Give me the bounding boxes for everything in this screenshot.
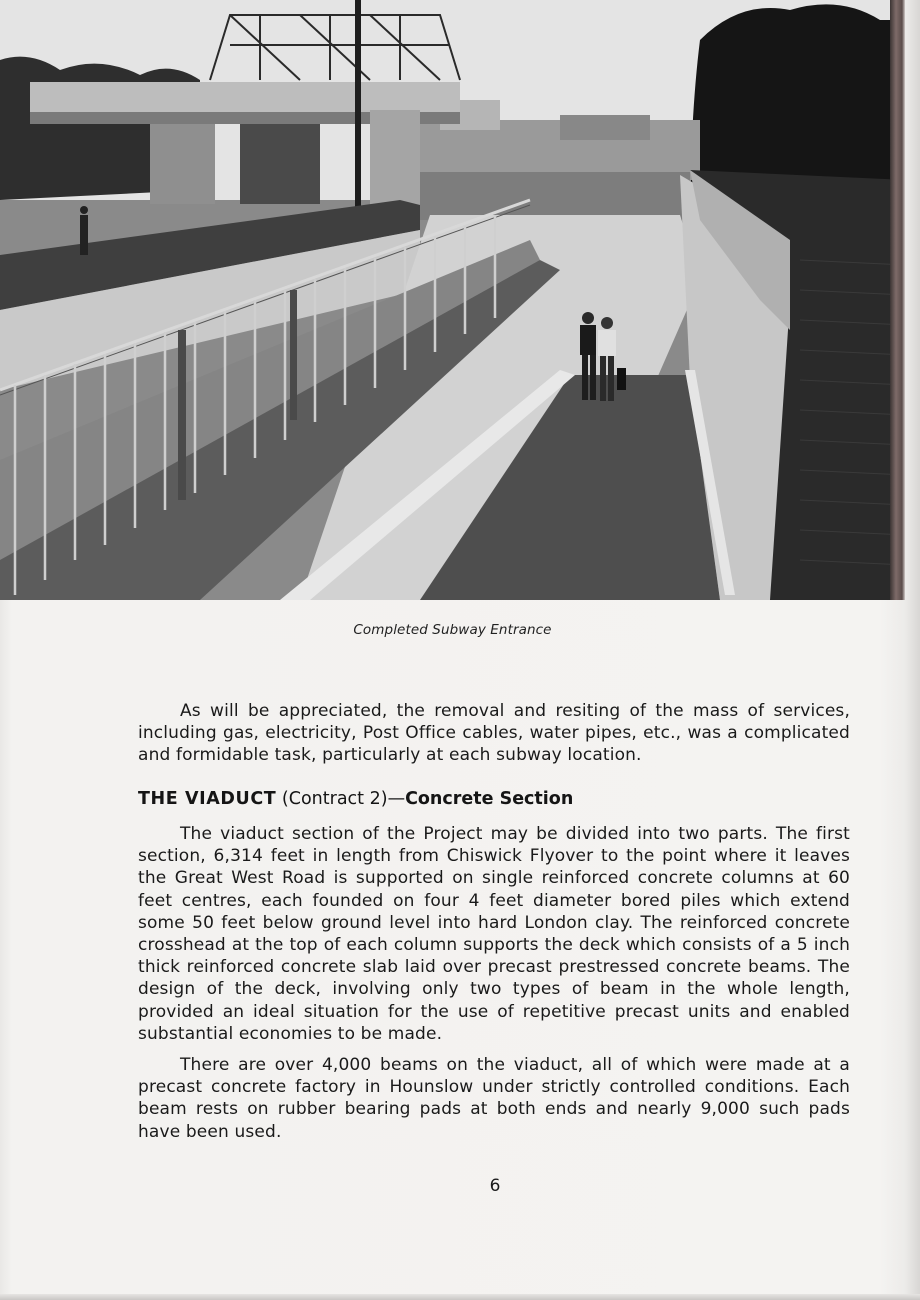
- binding-shadow: [890, 0, 905, 600]
- page-number: 6: [489, 1176, 501, 1196]
- viaduct-paragraph-1: [138, 823, 850, 1045]
- section-heading: [138, 789, 850, 809]
- subway-entrance-photo: [0, 0, 905, 600]
- viaduct-paragraph-2-text: There are over 4,000 beams on the viaduct, all of which were made at a precast concrete factory in Hounslow under strictly controlled conditions. Each beam rests on rubber bearing pads at both ends and nearly 9,000 such pads have been used.: [138, 1055, 850, 1142]
- heading-contract: (Contract 2): [276, 789, 388, 809]
- intro-paragraph-text: As will be appreciated, the removal and resiting of the mass of services, including gas, electricity, Post Office cables, water pipes, etc., was a complicated and formidable task, particularly at each subway location.: [138, 701, 850, 766]
- page-edge: [0, 1294, 920, 1300]
- viaduct-paragraph-2: [138, 1054, 850, 1143]
- photo-caption: Completed Subway Entrance: [353, 622, 552, 638]
- viaduct-paragraph-1-text: The viaduct section of the Project may be divided into two parts. The first section, 6,314 feet in length from Chiswick Flyover to the point where it leaves the Great West Road is supported on single reinforced concrete columns at 60 feet centres, each founded on four 4 feet diameter bored piles which extend some 50 feet below ground level into hard London clay. The reinforced concrete crosshead at the top of each column supports the deck which consists of a 5 inch thick reinforced concrete slab laid over precast prestressed concrete beams. The design of the deck, involving only two types of beam in the whole length, provided an ideal situation for the use of repetitive precast units and enabled substantial economies to be made.: [138, 824, 850, 1044]
- heading-title: THE VIADUCT: [138, 789, 277, 809]
- intro-paragraph: [138, 700, 850, 767]
- heading-subtitle: Concrete Section: [405, 789, 574, 809]
- heading-dash: —: [387, 789, 406, 809]
